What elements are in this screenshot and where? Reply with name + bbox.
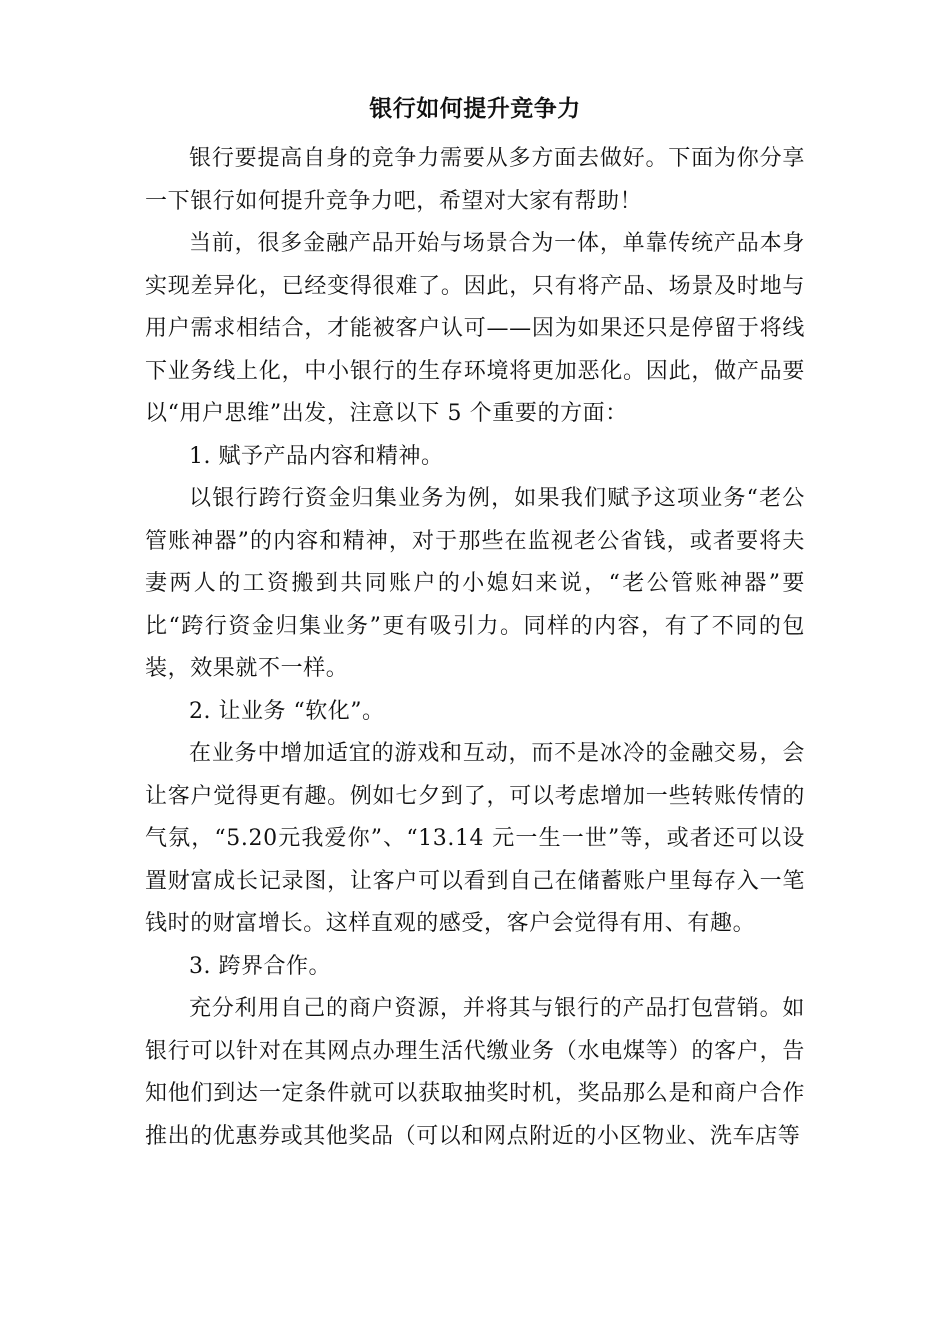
paragraph-point-3: 充分利用自己的商户资源，并将其与银行的产品打包营销。如银行可以针对在其网点办理生活代缴业务（水电煤等）的客户，告知他们到达一定条件就可以获取抽奖时机，奖品那么是和商户合作推出的优惠券或其他奖品（可以和网点附近的小区物业、洗车店等 xyxy=(145,996,805,1149)
paragraph-point-2: 在业务中增加适宜的游戏和互动，而不是冰冷的金融交易，会让客户觉得更有趣。例如七夕到了，可以考虑增加一些转账传情的气氛，“5.20元我爱你”、“13.14 元一生一世”等，或者还可以设置财富成长记录图，让客户可以看到自己在储蓄账户里每存入一笔钱时的财富增长。这样直观的感受，客户会觉得有用、有趣。 xyxy=(145,741,805,936)
document-body xyxy=(145,138,805,1158)
paragraph-intro: 银行要提高自身的竞争力需要从多方面去做好。下面为你分享一下银行如何提升竞争力吧，希望对大家有帮助！ xyxy=(145,146,805,214)
document-title: 银行如何提升竞争力 xyxy=(369,96,581,122)
point-heading-1: 1. 赋予产品内容和精神。 xyxy=(189,443,444,469)
point-heading-3: 3. 跨界合作。 xyxy=(189,953,331,979)
paragraph-background: 当前，很多金融产品开始与场景合为一体，单靠传统产品本身实现差异化，已经变得很难了。因此，只有将产品、场景及时地与用户需求相结合，才能被客户认可——因为如果还只是停留于将线下业务线上化，中小银行的生存环境将更加恶化。因此，做产品要以“用户思维”出发，注意以下 5 个重要的方面： xyxy=(145,231,805,426)
paragraph-point-1: 以银行跨行资金归集业务为例，如果我们赋予这项业务“老公管账神器”的内容和精神，对于那些在监视老公省钱，或者要将夫妻两人的工资搬到共同账户的小媳妇来说，“老公管账神器”要比“跨行资金归集业务”更有吸引力。同样的内容，有了不同的包装，效果就不一样。 xyxy=(145,486,805,681)
point-heading-2: 2. 让业务 “软化”。 xyxy=(189,698,385,724)
